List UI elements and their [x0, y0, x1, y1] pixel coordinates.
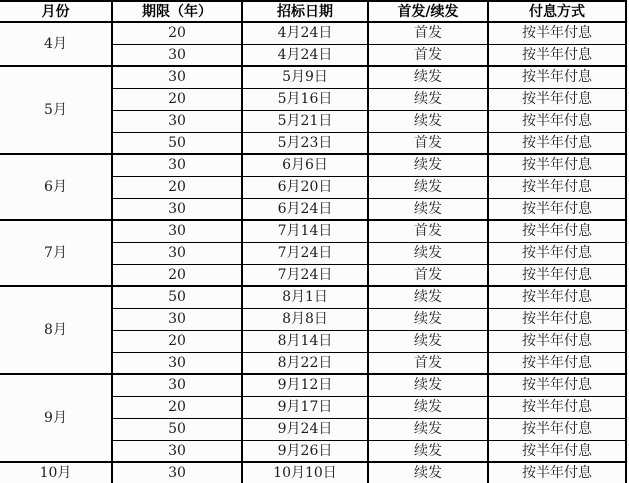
date-cell: 5月21日 — [242, 110, 368, 132]
payment-cell: 按半年付息 — [488, 462, 626, 483]
date-cell: 9月17日 — [242, 396, 368, 418]
issue-cell: 续发 — [368, 440, 488, 462]
payment-cell: 按半年付息 — [488, 132, 626, 154]
issue-cell: 续发 — [368, 242, 488, 264]
payment-cell: 按半年付息 — [488, 264, 626, 286]
issue-cell: 续发 — [368, 154, 488, 176]
month-cell: 4月 — [0, 22, 112, 66]
date-cell: 8月1日 — [242, 286, 368, 308]
month-cell: 6月 — [0, 154, 112, 220]
payment-cell: 按半年付息 — [488, 286, 626, 308]
date-cell: 7月24日 — [242, 264, 368, 286]
term-cell: 30 — [112, 198, 242, 220]
term-cell: 30 — [112, 242, 242, 264]
issue-cell: 首发 — [368, 352, 488, 374]
payment-cell: 按半年付息 — [488, 352, 626, 374]
issue-cell: 续发 — [368, 286, 488, 308]
header-term: 期限（年） — [112, 1, 242, 22]
date-cell: 8月22日 — [242, 352, 368, 374]
payment-cell: 按半年付息 — [488, 220, 626, 242]
payment-cell: 按半年付息 — [488, 176, 626, 198]
payment-cell: 按半年付息 — [488, 154, 626, 176]
term-cell: 50 — [112, 132, 242, 154]
issue-cell: 首发 — [368, 220, 488, 242]
payment-cell: 按半年付息 — [488, 110, 626, 132]
header-date: 招标日期 — [242, 1, 368, 22]
date-cell: 6月24日 — [242, 198, 368, 220]
date-cell: 5月16日 — [242, 88, 368, 110]
term-cell: 30 — [112, 308, 242, 330]
issue-cell: 续发 — [368, 462, 488, 483]
header-issue: 首发/续发 — [368, 1, 488, 22]
issue-cell: 首发 — [368, 22, 488, 44]
date-cell: 4月24日 — [242, 22, 368, 44]
payment-cell: 按半年付息 — [488, 242, 626, 264]
payment-cell: 按半年付息 — [488, 440, 626, 462]
month-cell: 10月 — [0, 462, 112, 483]
term-cell: 20 — [112, 88, 242, 110]
header-month: 月份 — [0, 1, 112, 22]
term-cell: 30 — [112, 110, 242, 132]
issue-cell: 续发 — [368, 374, 488, 396]
payment-cell: 按半年付息 — [488, 374, 626, 396]
issue-cell: 首发 — [368, 132, 488, 154]
term-cell: 30 — [112, 66, 242, 88]
payment-cell: 按半年付息 — [488, 396, 626, 418]
issue-cell: 首发 — [368, 44, 488, 66]
issue-cell: 续发 — [368, 418, 488, 440]
table-row — [0, 286, 626, 308]
issue-cell: 续发 — [368, 110, 488, 132]
table-row — [0, 154, 626, 176]
table-body — [0, 22, 626, 483]
term-cell: 30 — [112, 374, 242, 396]
date-cell: 6月6日 — [242, 154, 368, 176]
month-cell: 7月 — [0, 220, 112, 286]
date-cell: 8月14日 — [242, 330, 368, 352]
term-cell: 20 — [112, 264, 242, 286]
date-cell: 4月24日 — [242, 44, 368, 66]
date-cell: 5月9日 — [242, 66, 368, 88]
month-cell: 5月 — [0, 66, 112, 154]
payment-cell: 按半年付息 — [488, 418, 626, 440]
issue-cell: 续发 — [368, 176, 488, 198]
table-row — [0, 462, 626, 483]
term-cell: 30 — [112, 44, 242, 66]
date-cell: 9月26日 — [242, 440, 368, 462]
table-header — [0, 1, 626, 22]
date-cell: 7月14日 — [242, 220, 368, 242]
term-cell: 20 — [112, 176, 242, 198]
table-row — [0, 22, 626, 44]
payment-cell: 按半年付息 — [488, 330, 626, 352]
table-row — [0, 66, 626, 88]
term-cell: 30 — [112, 220, 242, 242]
month-cell: 9月 — [0, 374, 112, 462]
header-payment: 付息方式 — [488, 1, 626, 22]
month-cell: 8月 — [0, 286, 112, 374]
issue-cell: 续发 — [368, 66, 488, 88]
date-cell: 8月8日 — [242, 308, 368, 330]
payment-cell: 按半年付息 — [488, 66, 626, 88]
date-cell: 9月24日 — [242, 418, 368, 440]
header-row — [0, 1, 626, 22]
table-row — [0, 220, 626, 242]
payment-cell: 按半年付息 — [488, 308, 626, 330]
term-cell: 30 — [112, 154, 242, 176]
issue-cell: 续发 — [368, 198, 488, 220]
term-cell: 30 — [112, 462, 242, 483]
issue-cell: 首发 — [368, 264, 488, 286]
payment-cell: 按半年付息 — [488, 44, 626, 66]
term-cell: 20 — [112, 396, 242, 418]
payment-cell: 按半年付息 — [488, 198, 626, 220]
date-cell: 7月24日 — [242, 242, 368, 264]
date-cell: 9月12日 — [242, 374, 368, 396]
term-cell: 50 — [112, 286, 242, 308]
issue-cell: 续发 — [368, 308, 488, 330]
payment-cell: 按半年付息 — [488, 88, 626, 110]
date-cell: 6月20日 — [242, 176, 368, 198]
term-cell: 20 — [112, 330, 242, 352]
term-cell: 30 — [112, 440, 242, 462]
date-cell: 10月10日 — [242, 462, 368, 483]
issue-cell: 续发 — [368, 396, 488, 418]
term-cell: 50 — [112, 418, 242, 440]
table-row — [0, 374, 626, 396]
term-cell: 20 — [112, 22, 242, 44]
payment-cell: 按半年付息 — [488, 22, 626, 44]
date-cell: 5月23日 — [242, 132, 368, 154]
term-cell: 30 — [112, 352, 242, 374]
issue-cell: 续发 — [368, 88, 488, 110]
issue-cell: 续发 — [368, 330, 488, 352]
